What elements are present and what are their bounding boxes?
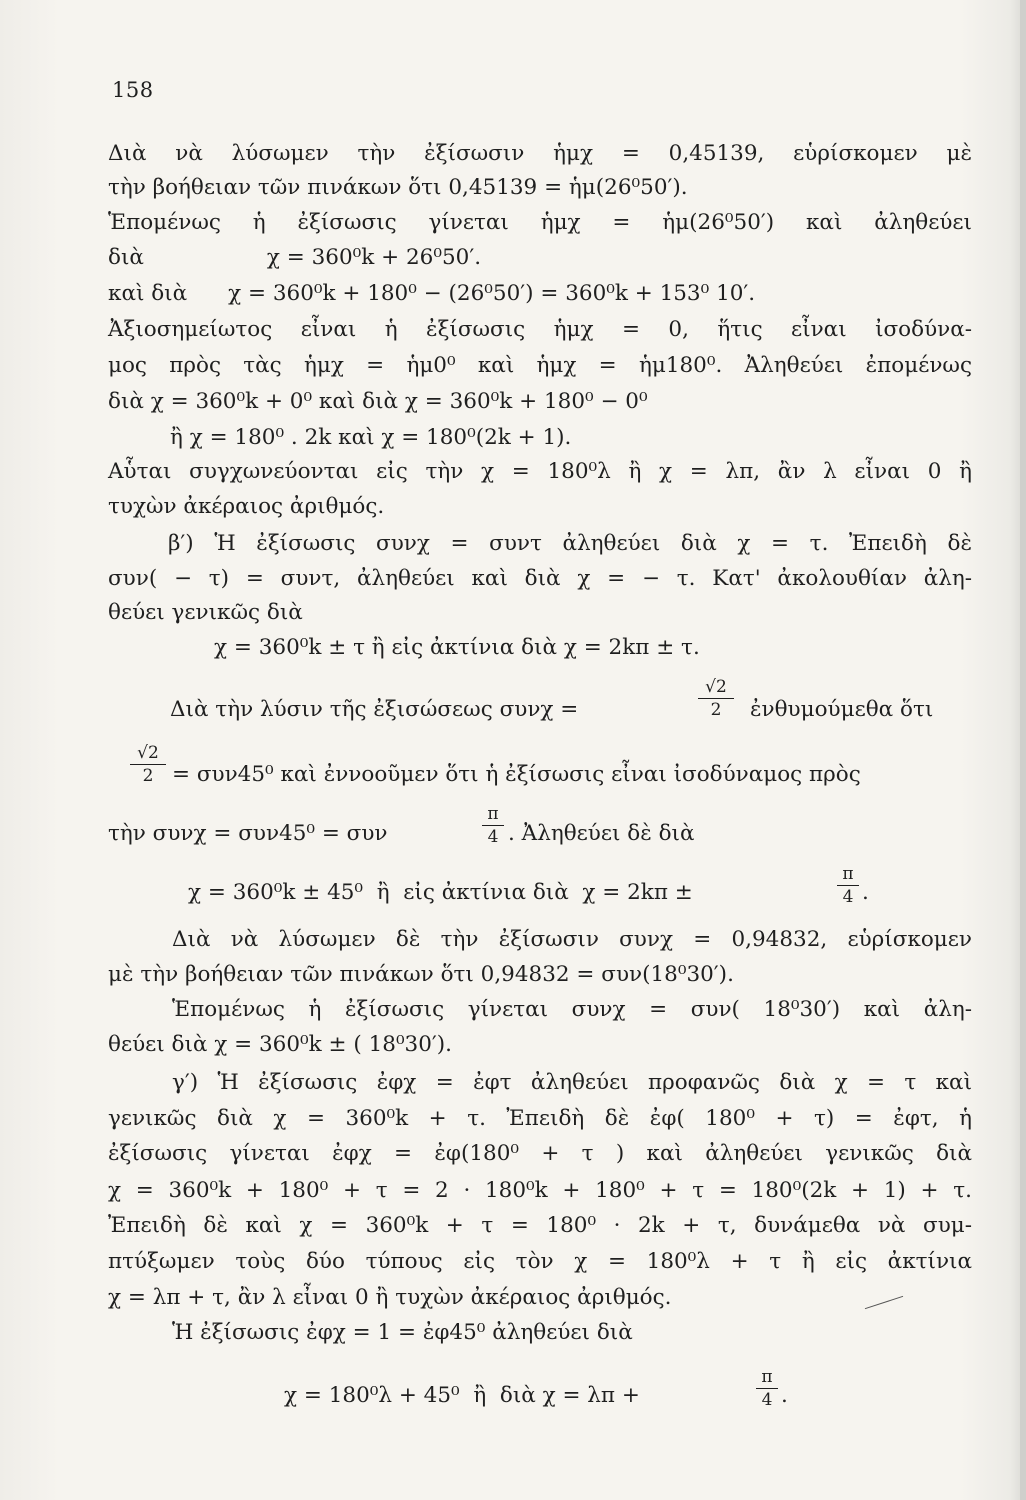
equation-line-19: χ = 360⁰k ± 45⁰ ἢ εἰς ἀκτίνια διὰ χ = 2kπ ± [188,880,700,905]
text-line-2: τὴν βοήθειαν τῶν πινάκων ὅτι 0,45139 = ἡμ(26⁰50′). [108,175,688,200]
text-line-18a: τὴν συνχ = συν45⁰ = συν [108,821,388,846]
text-line-3: Ἑπομένως ἡ ἐξίσωσις γίνεται ἡμχ = ἡμ(26⁰50′) καὶ ἀληθεύει [108,210,972,235]
equation-line-15: χ = 360⁰k ± τ ἢ εἰς ἀκτίνια διὰ χ = 2kπ ± τ. [214,635,700,660]
text-line-13: συν( − τ) = συντ, ἀληθεύει καὶ διὰ χ = − τ. Κατ' ἀκολουθίαν ἀλη- [108,566,972,591]
text-line-26: ἐξίσωσις γίνεται ἐφχ = ἐφ(180⁰ + τ ) καὶ ἀληθεύει γενικῶς διὰ [108,1141,972,1166]
text-line-6: Ἀξιοσημείωτος εἶναι ἡ ἐξίσωσις ἡμχ = 0, ἥτις εἶναι ἰσοδύνα- [108,317,972,342]
text-line-16b: ἐνθυμούμεθα ὅτι [750,697,934,722]
text-line-12: β′) Ἡ ἐξίσωσις συνχ = συντ ἀληθεύει διὰ χ = τ. Ἐπειδὴ δὲ [168,531,972,556]
text-line-10: Αὗται συγχωνεύονται εἰς τὴν χ = 180⁰λ ἢ χ = λπ, ἂν λ εἶναι 0 ἢ [108,459,972,484]
fraction-denominator: 2 [710,700,722,720]
text-line-21: μὲ τὴν βοήθειαν τῶν πινάκων ὅτι 0,94832 = συν(18⁰30′). [108,962,734,987]
equation-period-final: . [781,1383,788,1408]
fraction-pi-over-4-a [480,804,506,847]
equation-line-32: χ = 180⁰λ + 45⁰ ἢ διὰ χ = λπ + [284,1383,647,1408]
text-line-23: θεύει διὰ χ = 360⁰k ± ( 18⁰30′). [108,1032,453,1057]
fraction-denominator: 4 [487,827,499,847]
text-line-14: θεύει γενικῶς διὰ [108,600,303,625]
page-number: 158 [112,78,154,102]
fraction-pi-over-4-b [835,864,861,907]
fraction-sqrt2-over-2-a [696,677,736,720]
text-line-18b: . Ἀληθεύει δὲ διὰ [508,821,695,846]
equation-period: . [862,880,869,905]
pencil-mark [865,1296,903,1309]
fraction-denominator: 2 [142,766,154,786]
fraction-numerator: π [842,864,854,884]
fraction-numerator: √2 [137,743,159,763]
text-line-11: τυχὼν ἀκέραιος ἀριθμός. [108,494,385,519]
fraction-pi-over-4-c [754,1367,780,1410]
text-line-22: Ἑπομένως ἡ ἐξίσωσις γίνεται συνχ = συν( 18⁰30′) καὶ ἀλη- [172,997,972,1022]
fraction-bar [837,885,859,886]
fraction-bar [756,1388,778,1389]
text-line-16a: Διὰ τὴν λύσιν τῆς ἐξισώσεως συνχ = [170,697,586,722]
fraction-bar [482,825,504,826]
text-line-28: Ἐπειδὴ δὲ καὶ χ = 360⁰k + τ = 180⁰ · 2k + τ, δυνάμεθα νὰ συμ- [108,1213,972,1238]
text-line-31: Ἡ ἐξίσωσις ἐφχ = 1 = ἐφ45⁰ ἀληθεύει διὰ [172,1320,633,1345]
text-line-9: ἢ χ = 180⁰ . 2k καὶ χ = 180⁰(2k + 1). [170,425,572,450]
text-line-8: διὰ χ = 360⁰k + 0⁰ καὶ διὰ χ = 360⁰k + 180⁰ − 0⁰ [108,389,648,414]
text-line-17: = συν45⁰ καὶ ἐννοοῦμεν ὅτι ἡ ἐξίσωσις εἶναι ἰσοδύναμος πρὸς [172,762,861,787]
fraction-numerator: √2 [705,677,727,697]
text-line-1: Διὰ νὰ λύσωμεν τὴν ἐξίσωσιν ἡμχ = 0,45139, εὑρίσκομεν μὲ [108,141,972,166]
page-edge [1020,0,1026,1500]
text-line-29: πτύξωμεν τοὺς δύο τύπους εἰς τὸν χ = 180⁰λ + τ ἢ εἰς ἀκτίνια [108,1249,972,1274]
fraction-sqrt2-over-2-b [128,743,168,786]
fraction-numerator: π [761,1367,773,1387]
fraction-bar [130,764,166,765]
text-line-4: διὰ χ = 360⁰k + 26⁰50′. [108,245,482,270]
text-line-25: γενικῶς διὰ χ = 360⁰k + τ. Ἐπειδὴ δὲ ἐφ( 180⁰ + τ) = ἐφτ, ἡ [108,1106,972,1131]
text-line-30: χ = λπ + τ, ἂν λ εἶναι 0 ἢ τυχὼν ἀκέραιος ἀριθμός. [108,1285,672,1310]
fraction-denominator: 4 [761,1390,773,1410]
fraction-denominator: 4 [842,887,854,907]
text-line-24: γ′) Ἡ ἐξίσωσις ἐφχ = ἐφτ ἀληθεύει προφανῶς διὰ χ = τ καὶ [172,1070,972,1095]
text-line-20: Διὰ νὰ λύσωμεν δὲ τὴν ἐξίσωσιν συνχ = 0,94832, εὑρίσκομεν [172,927,972,952]
text-line-7: μος πρὸς τὰς ἡμχ = ἡμ0⁰ καὶ ἡμχ = ἡμ180⁰. Ἀληθεύει ἐπομένως [108,353,972,378]
fraction-numerator: π [487,804,499,824]
text-line-5: καὶ διὰ χ = 360⁰k + 180⁰ − (26⁰50′) = 360⁰k + 153⁰ 10′. [108,281,756,306]
text-line-27: χ = 360⁰k + 180⁰ + τ = 2 · 180⁰k + 180⁰ + τ = 180⁰(2k + 1) + τ. [108,1178,972,1203]
fraction-bar [698,698,734,699]
